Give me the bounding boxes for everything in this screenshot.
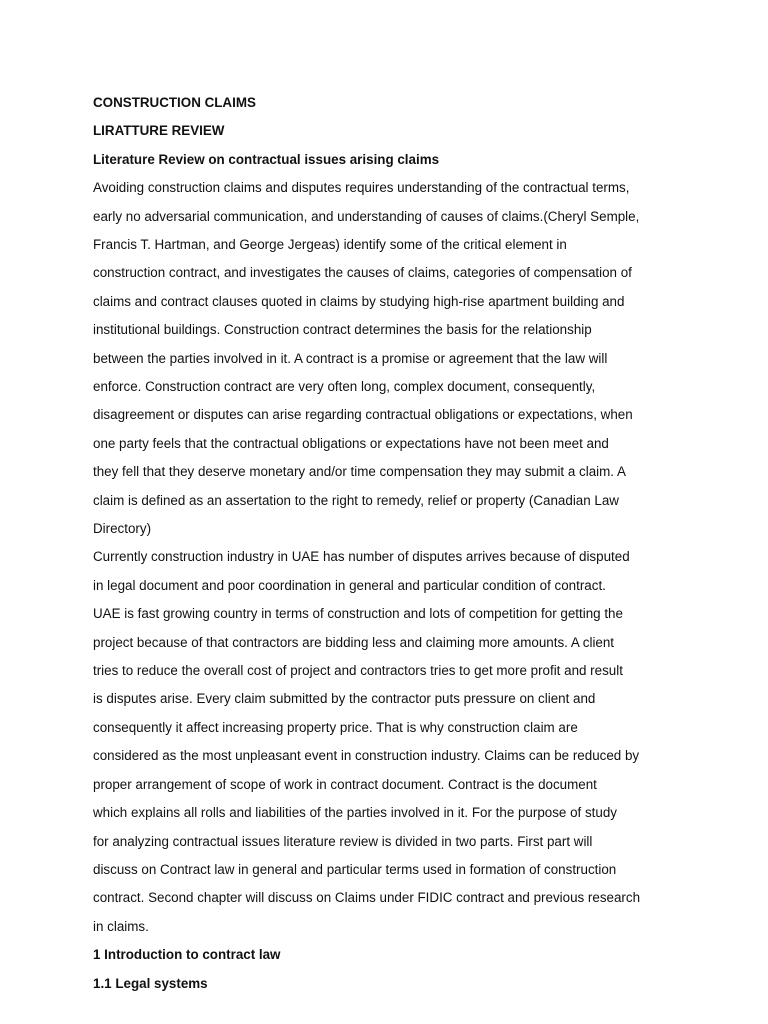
paragraph-line: in claims. (93, 918, 149, 934)
paragraph-line: tries to reduce the overall cost of project and contractors tries to get more profit and result (93, 663, 623, 679)
paragraph-line: construction contract, and investigates the causes of claims, categories of compensation of (93, 265, 632, 281)
paragraph-line: Francis T. Hartman, and George Jergeas) identify some of the critical element in (93, 236, 567, 252)
paragraph-line: enforce. Construction contract are very often long, complex document, consequently, (93, 379, 596, 395)
paragraph-1 (93, 174, 679, 543)
paragraph-line: claim is defined as an assertation to the right to remedy, relief or property (Canadian Law (93, 492, 619, 508)
paragraph-2 (93, 543, 679, 941)
paragraph-line: early no adversarial communication, and understanding of causes of claims.(Cheryl Semple, (93, 208, 640, 224)
paragraph-line: proper arrangement of scope of work in contract document. Contract is the document (93, 776, 597, 792)
paragraph-line: they fell that they deserve monetary and/or time compensation they may submit a claim. A (93, 464, 626, 480)
paragraph-line: contract. Second chapter will discuss on Claims under FIDIC contract and previous research (93, 890, 641, 906)
paragraph-line: project because of that contractors are bidding less and claiming more amounts. A client (93, 634, 615, 650)
paragraph-line: considered as the most unpleasant event in construction industry. Claims can be reduced by (93, 748, 640, 764)
paragraph-line: Currently construction industry in UAE has number of disputes arrives because of disputed (93, 549, 630, 565)
subsection-heading: Literature Review on contractual issues arising claims (93, 151, 440, 167)
paragraph-line: consequently it affect increasing property price. That is why construction claim are (93, 719, 578, 735)
paragraph-line: discuss on Contract law in general and particular terms used in formation of construction (93, 861, 617, 877)
paragraph-line: claims and contract clauses quoted in claims by studying high-rise apartment building and (93, 293, 625, 309)
document-body (93, 89, 679, 998)
paragraph-line: disagreement or disputes can arise regarding contractual obligations or expectations, when (93, 407, 633, 423)
paragraph-line: which explains all rolls and liabilities of the parties involved in it. For the purpose of study (93, 805, 617, 821)
section-heading: 1 Introduction to contract law (93, 947, 281, 963)
paragraph-line: Directory) (93, 521, 152, 537)
paragraph-line: institutional buildings. Construction contract determines the basis for the relationship (93, 322, 592, 338)
paragraph-line: for analyzing contractual issues literature review is divided in two parts. First part will (93, 833, 593, 849)
paragraph-line: Avoiding construction claims and disputes requires understanding of the contractual terms, (93, 180, 630, 196)
document-title: CONSTRUCTION CLAIMS (93, 95, 256, 110)
paragraph-line: one party feels that the contractual obligations or expectations have not been meet and (93, 435, 609, 451)
paragraph-line: in legal document and poor coordination in general and particular condition of contract. (93, 577, 606, 593)
paragraph-line: UAE is fast growing country in terms of construction and lots of competition for getting the (93, 606, 623, 622)
section-heading: LIRATTURE REVIEW (93, 123, 225, 139)
paragraph-line: between the parties involved in it. A contract is a promise or agreement that the law will (93, 350, 608, 366)
subsection-heading: 1.1 Legal systems (93, 975, 208, 991)
paragraph-line: is disputes arise. Every claim submitted by the contractor puts pressure on client and (93, 691, 596, 707)
